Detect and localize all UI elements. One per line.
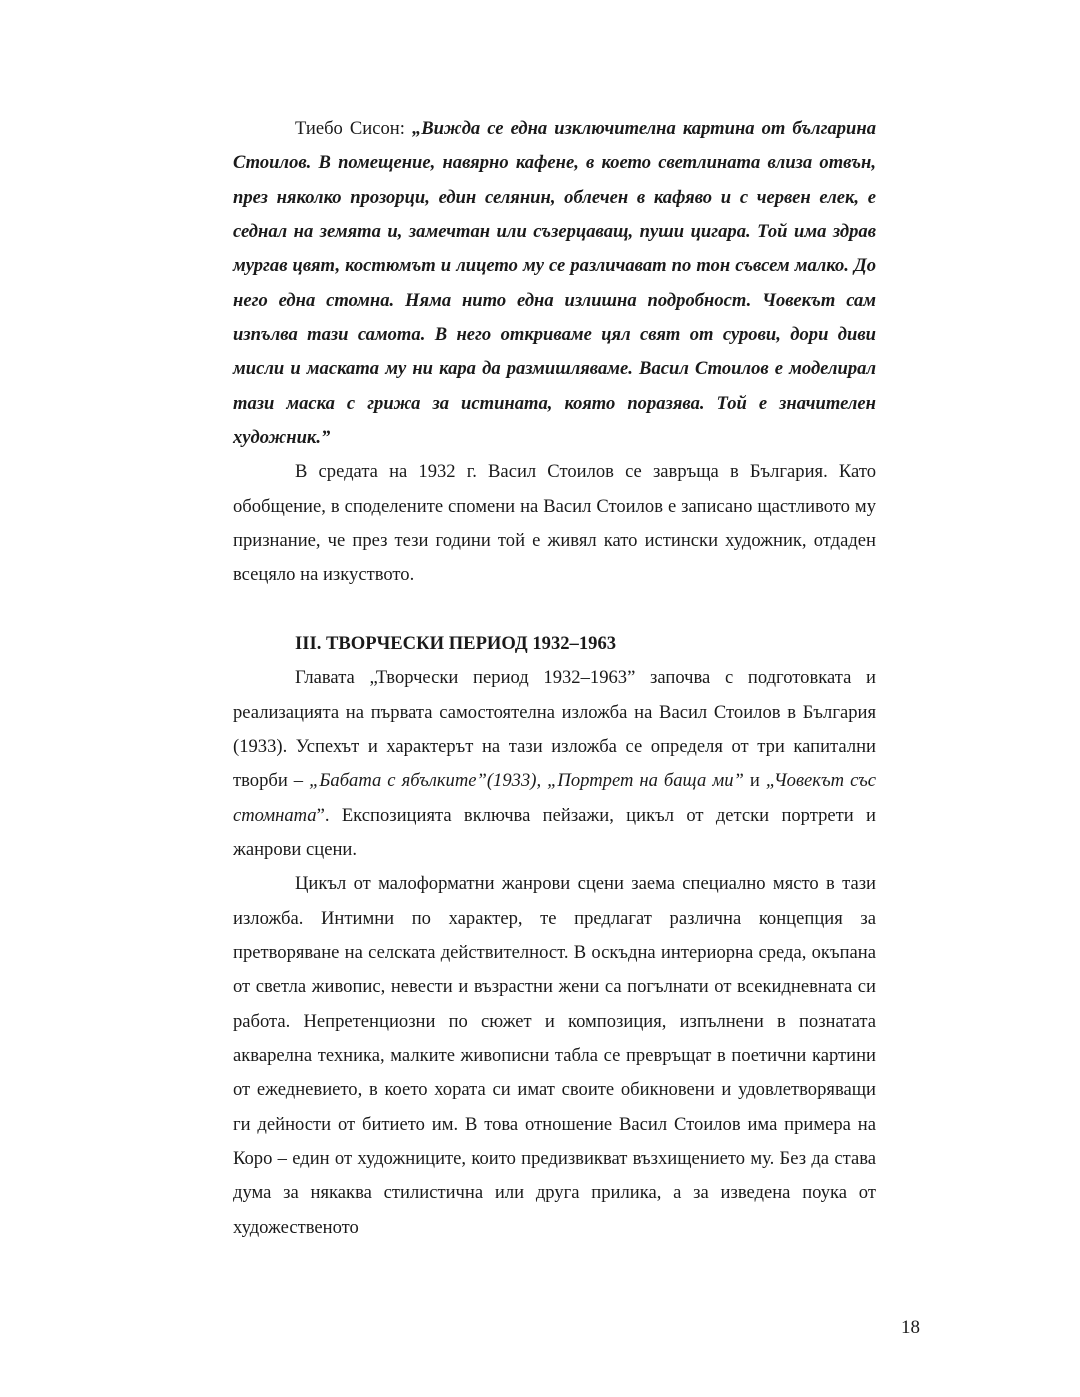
exhibition-text-2: и — [743, 770, 766, 792]
cycle-paragraph: Цикъл от малоформатни жанрови сцени заема специално място в тази изложба. Интимни по характер, те предлагат различна концепция за претворяване на селската действителност. В оскъдна интериорна среда, окъпана от светла живопис, невести и възрастни жени са погълнати от всекидневната си работа. Непретенциозни по сюжет и композиция, изпълнени в познатата акварелна техника, малките живописни табла се превръщат в поетични картини от ежедневието, в което хората си имат своите обикновени и удовлетворяващи ги дейности от битието им. В това отношение Васил Стоилов има примера на Коро – един от художниците, които предизвикват възхищението му. Без да става дума за някаква стилистична или друга прилика, а за изведена поука от художественото — [233, 873, 876, 1238]
quote-text: „Вижда се една изключителна картина от българина Стоилов. В помещение, навярно кафене, в което светлината влиза отвън, през няколко прозорци, един селянин, облечен в кафяво и с червен елек, е седнал на земята и, замечтан или съзерцаващ, пуши цигара. Той има здрав мургав цвят, костюмът и лицето му се различават по тон съвсем малко. До него една стомна. Няма нито една излишна подробност. Човекът сам изпълва тази самота. В него откриваме цял свят от сурови, дори диви мисли и маската му ни кара да размишляваме. Васил Стоилов е моделирал тази маска с грижа за истината, която поразява. Той е значителен художник.” — [233, 118, 876, 449]
quote-speaker: Тиебо Сисон: — [295, 118, 412, 139]
exhibition-text-3: ”. Експозицията включва пейзажи, цикъл от детски портрети и жанрови сцени. — [233, 804, 876, 860]
document-page — [233, 112, 876, 1245]
quote-paragraph — [233, 112, 876, 455]
page-number: 18 — [901, 1317, 920, 1338]
exhibition-works-1: „Бабата с ябълките”(1933), „Портрет на баща ми” — [309, 770, 744, 792]
section-heading: III. ТВОРЧЕСКИ ПЕРИОД 1932–1963 — [295, 632, 617, 654]
exhibition-text-1: Главата „Творчески период 1932–1963” започва с подготовката и реализацията на първата самостоятелна изложба на Васил Стоилов в България (1933). Успехът и характерът на тази изложба се определя от три капитални творби – — [233, 667, 876, 792]
return-paragraph: В средата на 1932 г. Васил Стоилов се завръща в България. Като обобщение, в споделените спомени на Васил Стоилов е записано щастливото му признание, че през тези години той е живял като истински художник, отдаден всецяло на изкуството. — [233, 461, 876, 586]
exhibition-paragraph — [233, 661, 876, 867]
exhibition-works-2: „Човекът със стомната — [233, 770, 876, 826]
